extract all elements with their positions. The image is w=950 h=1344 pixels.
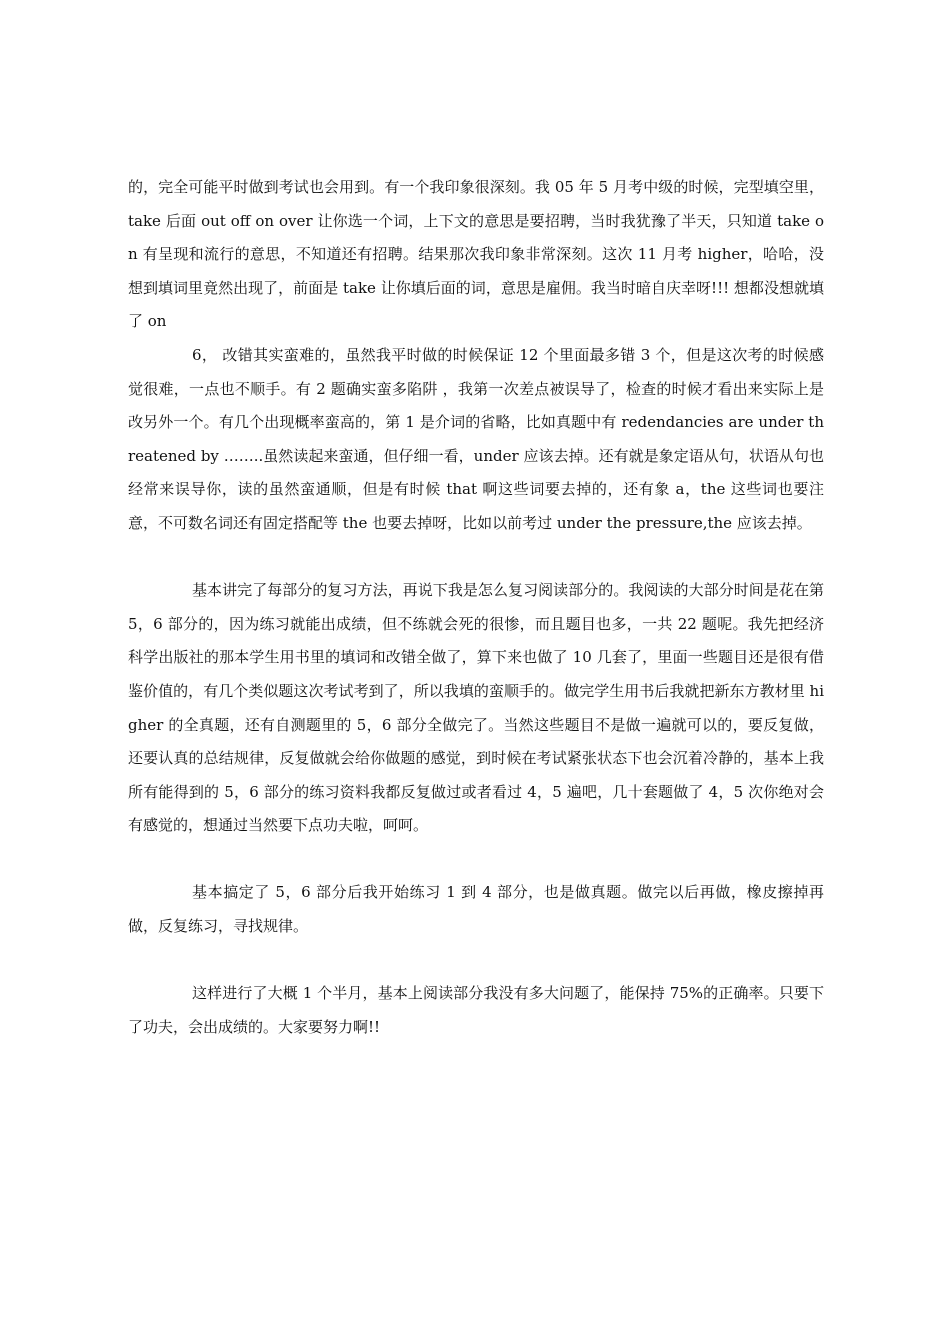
paragraph-reading-review: 基本讲完了每部分的复习方法，再说下我是怎么复习阅读部分的。我阅读的大部分时间是花在第 5，6 部分的，因为练习就能出成绩，但不练就会死的很惨，而且题目也多，一共 22 题呢。我先把经济科学出版社的那本学生用书里的填词和改错全做了，算下来也做了 10 几套了，里面一些题目还是很有借鉴价值的，有几个类似题这次考试考到了，所以我填的蛮顺手的。做完学生用书后我就把新东方教材里 higher 的全真题，还有自测题里的 5，6 部分全做完了。当然这些题目不是做一遍就可以的，要反复做，还要认真的总结规律，反复做就会给你做题的感觉，到时候在考试紧张状态下也会沉着冷静的，基本上我所有能得到的 5，6 部分的练习资料我都反复做过或者看过 4，5 遍吧，几十套题做了 4，5 次你绝对会有感觉的，想通过当然要下点功夫啦，呵呵。 — [128, 581, 824, 835]
paragraph-conclusion: 这样进行了大概 1 个半月，基本上阅读部分我没有多大问题了，能保持 75%的正确率。只要下了功夫，会出成绩的。大家要努力啊!! — [128, 984, 824, 1036]
paragraph-parts-one-to-four: 基本搞定了 5，6 部分后我开始练习 1 到 4 部分，也是做真题。做完以后再做，橡皮擦掉再做，反复练习，寻找规律。 — [128, 883, 824, 936]
document-body — [128, 171, 824, 1044]
paragraph-error-correction: 6， 改错其实蛮难的，虽然我平时做的时候保证 12 个里面最多错 3 个，但是这次考的时候感觉很难，一点也不顺手。有 2 题确实蛮多陷阱 ，我第一次差点被误导了，检查的时候才看出来实际上是改另外一个。有几个出现概率蛮高的，第 1 是介词的省略，比如真题中有 redendancies are under threatened by ……..虽然读起来蛮通，但仔细一看，under 应该去掉。还有就是象定语从句，状语从句也经常来误导你，读的虽然蛮通顺，但是有时候 that 啊这些词要去掉的，还有象 a，the 这些词也要注意，不可数名词还有固定搭配等 the 也要去掉呀，比如以前考过 under the pressure,the 应该去掉。 — [128, 345, 824, 532]
paragraph-continuation: 的，完全可能平时做到考试也会用到。有一个我印象很深刻。我 05 年 5 月考中级的时候，完型填空里，take 后面 out off on over 让你选一个词，上下文的意思是要招聘，当时我犹豫了半天，只知道 take on 有呈现和流行的意思，不知道还有招聘。结果那次我印象非常深刻。这次 11 月考 higher，哈哈，没想到填词里竟然出现了，前面是 take 让你填后面的词，意思是雇佣。我当时暗自庆幸呀!!! 想都没想就填了 on — [128, 178, 824, 331]
